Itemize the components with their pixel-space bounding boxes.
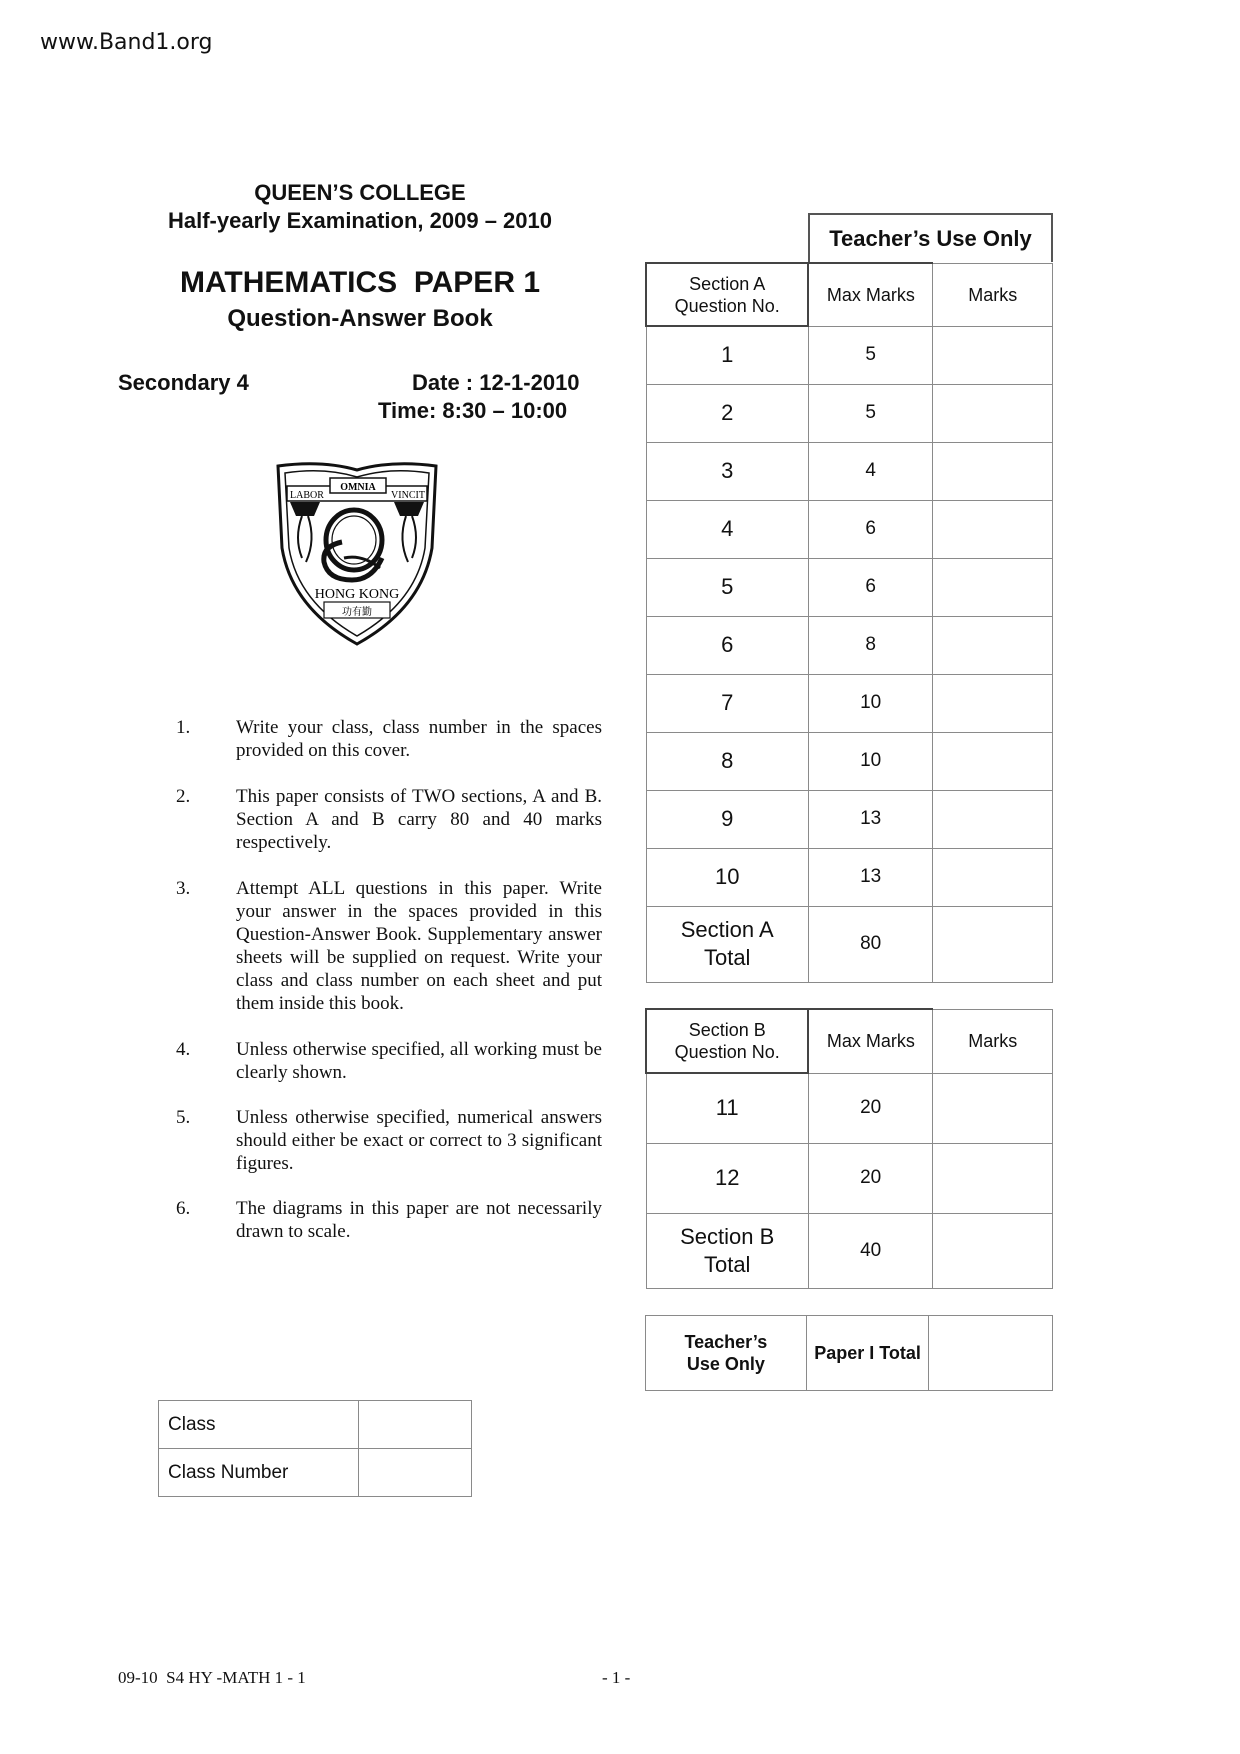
instruction-item [176,716,602,762]
question-number: 9 [646,790,808,848]
crest-motto-right: VINCIT [391,490,425,501]
class-number-label: Class Number [159,1449,359,1497]
marks-cell[interactable] [933,674,1053,732]
question-number: 1 [646,326,808,384]
max-marks: 10 [808,732,933,790]
marks-cell[interactable] [933,1143,1053,1213]
marks-cell[interactable] [933,732,1053,790]
instruction-item [176,1106,602,1175]
footer-paper-code: 09-10 S4 HY -MATH 1 - 1 [118,1668,306,1687]
instruction-item [176,1038,602,1084]
table-row [646,674,1053,732]
total-label-line: Section B [680,1223,775,1249]
question-number: 7 [646,674,808,732]
student-info-table [158,1400,472,1497]
teacher-use-label [646,1316,807,1391]
instruction-number: 6. [176,1198,191,1219]
question-column-header [646,1009,808,1073]
marks-column-header: Marks [933,263,1053,326]
question-number: 12 [646,1143,808,1213]
max-marks: 10 [808,674,933,732]
instruction-text: Write your class, class number in the spaces provided on this cover. [236,717,602,761]
table-row [646,848,1053,906]
school-name: QUEEN’S COLLEGE [254,180,466,205]
crest-place-text: HONG KONG [314,587,400,602]
paper-total-table [645,1315,1053,1391]
max-marks: 13 [808,848,933,906]
max-marks-column-header: Max Marks [808,263,933,326]
watermark-text: www.Band1.org [40,30,213,55]
marks-cell[interactable] [933,616,1053,674]
max-marks: 8 [808,616,933,674]
marks-cell[interactable] [933,848,1053,906]
exam-time: Time: 8:30 – 10:00 [378,398,568,423]
instruction-number: 2. [176,786,191,807]
crest-motto-center: OMNIA [340,482,376,493]
exam-title: Half-yearly Examination, 2009 – 2010 [168,208,552,233]
section-b-total-max: 40 [808,1213,933,1288]
max-marks: 4 [808,442,933,500]
question-number: 10 [646,848,808,906]
book-title: Question-Answer Book [227,305,493,332]
marks-cell[interactable] [933,326,1053,384]
max-marks: 6 [808,500,933,558]
crest-motto-left: LABOR [290,490,324,501]
header-line: Question No. [674,1042,780,1062]
instruction-text: Attempt ALL questions in this paper. Write your answer in the spaces provided in this Question-Answer Book. Supplementary answer sheets will be supplied on request. Write your class and class number on each sheet and put them inside this book. [236,878,602,1014]
table-row [646,1143,1053,1213]
table-row [646,1073,1053,1143]
instruction-number: 3. [176,878,191,899]
crest-chinese-text: 功有勤 [342,607,372,618]
class-label: Class [159,1401,359,1449]
marks-cell[interactable] [933,790,1053,848]
header-line: Question No. [674,295,780,316]
table-row [646,732,1053,790]
question-number: 3 [646,442,808,500]
instruction-text: This paper consists of TWO sections, A and B. Section A and B carry 80 and 40 marks respectively. [236,786,602,853]
total-label-line: Total [703,945,751,970]
class-field[interactable] [359,1401,472,1449]
question-number: 5 [646,558,808,616]
marks-cell[interactable] [933,500,1053,558]
header-line: Section B [688,1020,766,1040]
section-b-marks-table [645,1008,1053,1289]
teacher-use-header: Teacher’s Use Only [808,213,1053,262]
marks-column-header: Marks [933,1009,1053,1073]
question-number: 2 [646,384,808,442]
class-number-row [159,1449,472,1497]
exam-date: Date : 12-1-2010 [412,370,580,395]
instruction-number: 5. [176,1107,191,1128]
label-line: Use Only [686,1354,765,1374]
section-a-total-max: 80 [808,906,933,982]
table-row [646,616,1053,674]
table-row [646,558,1053,616]
total-label-line: Section A [680,917,774,942]
marks-cell[interactable] [933,384,1053,442]
subject-title: MATHEMATICS PAPER 1 [179,266,540,299]
question-number: 4 [646,500,808,558]
total-label-line: Total [703,1251,751,1277]
section-a-marks-table [645,262,1053,983]
question-number: 11 [646,1073,808,1143]
question-column-header [646,263,808,326]
max-marks: 5 [808,326,933,384]
instruction-text: The diagrams in this paper are not necessarily drawn to scale. [236,1198,602,1242]
max-marks: 20 [808,1073,933,1143]
question-number: 8 [646,732,808,790]
class-row [159,1401,472,1449]
instruction-item [176,1197,602,1243]
instruction-item [176,785,602,854]
school-crest-icon [272,458,442,648]
label-line: Teacher’s [684,1332,768,1352]
table-header-row [646,263,1053,326]
table-row [646,326,1053,384]
instruction-text: Unless otherwise specified, all working must be clearly shown. [236,1039,602,1083]
marks-cell[interactable] [933,442,1053,500]
max-marks-column-header: Max Marks [808,1009,933,1073]
paper-total-title: Paper I Total [806,1316,929,1391]
max-marks: 20 [808,1143,933,1213]
section-b-total-marks[interactable] [933,1213,1053,1288]
question-number: 6 [646,616,808,674]
level-label: Secondary 4 [118,370,249,395]
table-row [646,790,1053,848]
paper-total-value[interactable] [929,1316,1053,1391]
instruction-number: 4. [176,1039,191,1060]
paper-total-row [646,1316,1053,1391]
max-marks: 5 [808,384,933,442]
section-a-total-row [646,906,1053,982]
max-marks: 13 [808,790,933,848]
section-a-total-label [646,906,808,982]
section-b-total-label [646,1213,808,1288]
instruction-item [176,877,602,1015]
footer-page-number: - 1 - [602,1668,631,1687]
class-number-field[interactable] [359,1449,472,1497]
instruction-text: Unless otherwise specified, numerical answers should either be exact or correct to 3 significant figures. [236,1107,602,1174]
marks-cell[interactable] [933,1073,1053,1143]
table-row [646,500,1053,558]
marks-cell[interactable] [933,558,1053,616]
section-b-total-row [646,1213,1053,1288]
table-row [646,442,1053,500]
instruction-number: 1. [176,717,191,738]
header-line: Section A [689,273,766,294]
table-header-row [646,1009,1053,1073]
table-row [646,384,1053,442]
section-a-total-marks[interactable] [933,906,1053,982]
max-marks: 6 [808,558,933,616]
